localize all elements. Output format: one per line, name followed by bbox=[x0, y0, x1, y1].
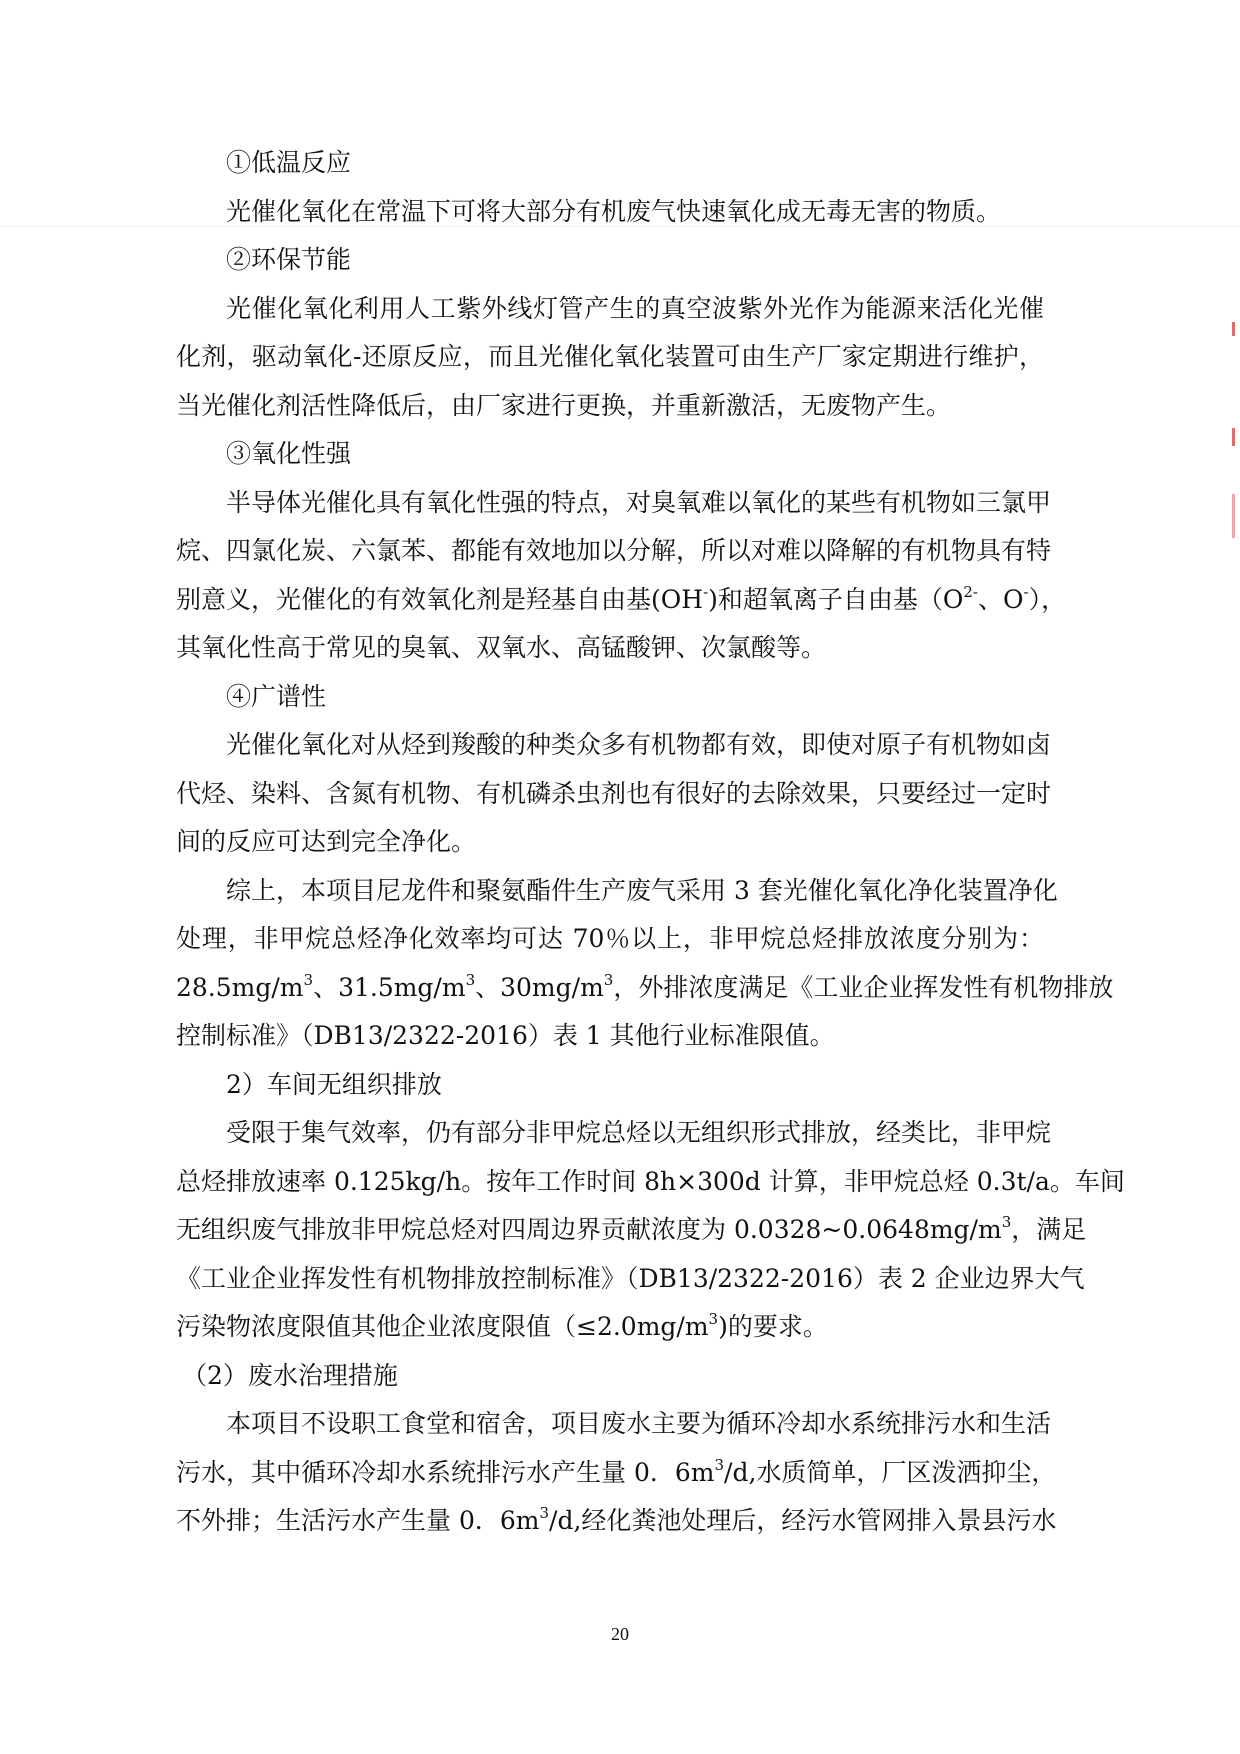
heading-low-temperature: ①低温反应 bbox=[226, 148, 352, 177]
text-segment: ，外排浓度满足《工业企业挥发性有机物排放 bbox=[613, 973, 1114, 1002]
text-segment: 污染物浓度限值其他企业浓度限值（≤2.0mg/m bbox=[176, 1312, 709, 1341]
text-segment: ）， bbox=[1028, 585, 1067, 614]
paragraph-line-with-units bbox=[176, 1307, 1044, 1347]
text-segment: 28.5mg/m bbox=[176, 973, 304, 1002]
scan-edge-mark bbox=[1232, 428, 1235, 446]
superscript: 3 bbox=[303, 970, 314, 989]
paragraph-line-with-formula bbox=[176, 580, 1067, 620]
heading-workshop-emission: 2）车间无组织排放 bbox=[226, 1070, 442, 1099]
paragraph-line: 其氧化性高于常见的臭氧、双氧水、高锰酸钾、次氯酸等。 bbox=[176, 633, 827, 662]
paragraph-line: 代烃、染料、含氮有机物、有机磷杀虫剂也有很好的去除效果，只要经过一定时 bbox=[176, 779, 1052, 808]
superscript: - bbox=[1023, 582, 1029, 601]
text-segment: 、30mg/m bbox=[475, 973, 604, 1002]
heading-broad-spectrum: ④广谱性 bbox=[226, 682, 327, 711]
text-segment: )和超氧离子自由基（O bbox=[708, 585, 964, 614]
superscript: 3 bbox=[603, 970, 614, 989]
heading-strong-oxidation: ③氧化性强 bbox=[226, 439, 352, 468]
paragraph-line: 光催化氧化利用人工紫外线灯管产生的真空波紫外光作为能源来活化光催 bbox=[226, 294, 1044, 323]
page-number: 20 bbox=[611, 1624, 629, 1644]
text-segment: 、O bbox=[978, 585, 1024, 614]
text-segment: /d,水质简单，厂区泼洒抑尘， bbox=[724, 1458, 1057, 1487]
paragraph-line: 处理，非甲烷总烃净化效率均可达 70％以上，非甲烷总烃排放浓度分别为： bbox=[176, 924, 1044, 953]
heading-wastewater-treatment: （2）废水治理措施 bbox=[182, 1361, 398, 1390]
superscript: 3 bbox=[708, 1309, 719, 1328]
text-segment: /d,经化粪池处理后，经污水管网排入景县污水 bbox=[549, 1506, 1057, 1535]
superscript: 3 bbox=[1001, 1212, 1012, 1231]
text-segment: ，满足 bbox=[1011, 1215, 1087, 1244]
heading-eco-energy: ②环保节能 bbox=[226, 245, 352, 274]
paragraph-line: 综上，本项目尼龙件和聚氨酯件生产废气采用 3 套光催化氧化净化装置净化 bbox=[226, 876, 1058, 905]
text-segment: 不外排；生活污水产生量 0．6m bbox=[176, 1506, 540, 1535]
text-segment: 别意义，光催化的有效氧化剂是羟基自由基(OH bbox=[176, 585, 704, 614]
superscript: 3 bbox=[714, 1455, 725, 1474]
paragraph-line: 间的反应可达到完全净化。 bbox=[176, 827, 477, 856]
superscript: 3 bbox=[465, 970, 476, 989]
text-segment: 污水，其中循环冷却水系统排污水产生量 0．6m bbox=[176, 1458, 715, 1487]
text-segment: 无组织废气排放非甲烷总烃对四周边界贡献浓度为 0.0328~0.0648mg/m bbox=[176, 1215, 1002, 1244]
paragraph-line: 烷、四氯化炭、六氯苯、都能有效地加以分解，所以对难以降解的有机物具有特 bbox=[176, 536, 1052, 565]
scan-edge-mark bbox=[1232, 494, 1235, 538]
superscript: 2- bbox=[963, 582, 979, 601]
paragraph-line: 控制标准》（DB13/2322-2016）表 1 其他行业标准限值。 bbox=[176, 1021, 835, 1050]
superscript: - bbox=[703, 582, 709, 601]
text-segment: )的要求。 bbox=[718, 1312, 828, 1341]
scan-edge-mark bbox=[1232, 322, 1235, 336]
paragraph-line-with-units bbox=[176, 968, 1114, 1008]
paragraph-line: 化剂，驱动氧化-还原反应，而且光催化氧化装置可由生产厂家定期进行维护， bbox=[176, 342, 1044, 371]
paragraph-line: 光催化氧化在常温下可将大部分有机废气快速氧化成无毒无害的物质。 bbox=[226, 197, 1002, 226]
paragraph-line: 总烃排放速率 0.125kg/h。按年工作时间 8h×300d 计算，非甲烷总烃 0.3t/a。车间 bbox=[176, 1167, 1125, 1196]
text-segment: 、31.5mg/m bbox=[313, 973, 466, 1002]
paragraph-line-with-units bbox=[176, 1501, 1057, 1541]
paragraph-line: 受限于集气效率，仍有部分非甲烷总烃以无组织形式排放，经类比，非甲烷 bbox=[226, 1118, 1052, 1147]
paragraph-line: 当光催化剂活性降低后，由厂家进行更换，并重新激活，无废物产生。 bbox=[176, 391, 952, 420]
paragraph-line: 本项目不设职工食堂和宿舍，项目废水主要为循环冷却水系统排污水和生活 bbox=[226, 1409, 1052, 1438]
paragraph-line: 半导体光催化具有氧化性强的特点，对臭氧难以氧化的某些有机物如三氯甲 bbox=[226, 488, 1052, 517]
paragraph-line-with-units bbox=[176, 1453, 1057, 1493]
paragraph-line: 光催化氧化对从烃到羧酸的种类众多有机物都有效，即使对原子有机物如卤 bbox=[226, 730, 1052, 759]
paragraph-line: 《工业企业挥发性有机物排放控制标准》（DB13/2322-2016）表 2 企业边界大气 bbox=[176, 1264, 1085, 1293]
paragraph-line-with-units bbox=[176, 1210, 1087, 1250]
superscript: 3 bbox=[539, 1503, 550, 1522]
